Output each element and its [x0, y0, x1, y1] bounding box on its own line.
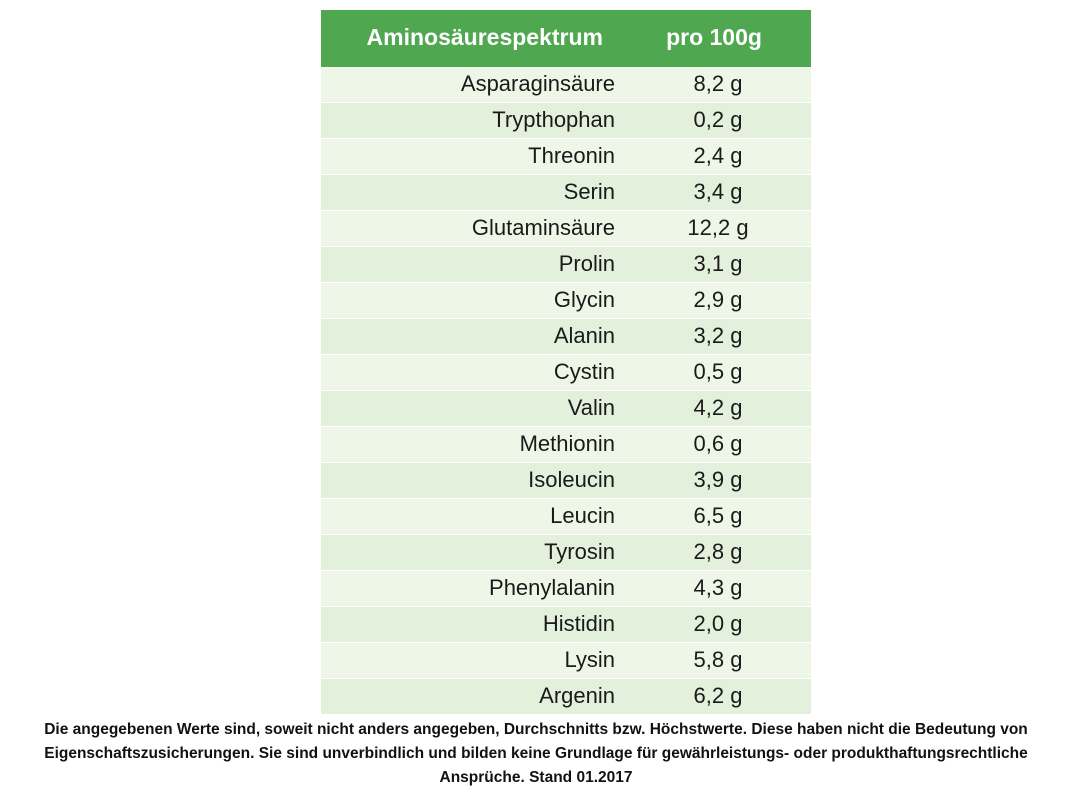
table-row [321, 103, 811, 139]
footnote-text: Die angegebenen Werte sind, soweit nicht anders angegeben, Durchschnitts bzw. Höchstwerte. Diese haben nicht die Bedeutung von Eigenschaftszusicherungen. Sie sind unverbindlich und bilden keine Grundlage für gewährleistungs- oder produkthaftungsrechtliche Ansprüche. Stand 01.2017 [44, 721, 1028, 787]
cell-amino-acid-value: 2,4 g [625, 139, 811, 175]
cell-amino-acid-name: Valin [321, 391, 625, 427]
table-row [321, 499, 811, 535]
cell-amino-acid-value: 8,2 g [625, 67, 811, 103]
cell-amino-acid-name: Glutaminsäure [321, 211, 625, 247]
table-row [321, 319, 811, 355]
cell-amino-acid-value: 0,5 g [625, 355, 811, 391]
cell-amino-acid-name: Isoleucin [321, 463, 625, 499]
cell-amino-acid-value: 4,3 g [625, 571, 811, 607]
cell-amino-acid-value: 6,2 g [625, 679, 811, 715]
header-amino-acid-spectrum: Aminosäurespektrum [321, 10, 625, 67]
table-body [321, 67, 811, 715]
amino-acid-table [321, 10, 811, 715]
cell-amino-acid-name: Histidin [321, 607, 625, 643]
table-header [321, 10, 811, 67]
table-row [321, 67, 811, 103]
table-row [321, 463, 811, 499]
cell-amino-acid-value: 12,2 g [625, 211, 811, 247]
table-row [321, 211, 811, 247]
table-row [321, 391, 811, 427]
table-row [321, 247, 811, 283]
table-header-row [321, 10, 811, 67]
cell-amino-acid-value: 3,4 g [625, 175, 811, 211]
cell-amino-acid-name: Methionin [321, 427, 625, 463]
cell-amino-acid-value: 0,6 g [625, 427, 811, 463]
cell-amino-acid-name: Alanin [321, 319, 625, 355]
table-row [321, 679, 811, 715]
cell-amino-acid-name: Lysin [321, 643, 625, 679]
cell-amino-acid-name: Argenin [321, 679, 625, 715]
cell-amino-acid-name: Glycin [321, 283, 625, 319]
table-row [321, 427, 811, 463]
cell-amino-acid-value: 5,8 g [625, 643, 811, 679]
cell-amino-acid-value: 3,9 g [625, 463, 811, 499]
table-row [321, 643, 811, 679]
cell-amino-acid-value: 2,9 g [625, 283, 811, 319]
cell-amino-acid-value: 3,2 g [625, 319, 811, 355]
cell-amino-acid-name: Trypthophan [321, 103, 625, 139]
cell-amino-acid-value: 2,8 g [625, 535, 811, 571]
cell-amino-acid-name: Phenylalanin [321, 571, 625, 607]
cell-amino-acid-name: Asparaginsäure [321, 67, 625, 103]
table-row [321, 283, 811, 319]
amino-acid-table-container [321, 10, 762, 715]
cell-amino-acid-value: 3,1 g [625, 247, 811, 283]
table-row [321, 355, 811, 391]
cell-amino-acid-name: Serin [321, 175, 625, 211]
cell-amino-acid-name: Threonin [321, 139, 625, 175]
cell-amino-acid-name: Tyrosin [321, 535, 625, 571]
cell-amino-acid-value: 0,2 g [625, 103, 811, 139]
cell-amino-acid-name: Leucin [321, 499, 625, 535]
cell-amino-acid-value: 6,5 g [625, 499, 811, 535]
cell-amino-acid-name: Cystin [321, 355, 625, 391]
cell-amino-acid-name: Prolin [321, 247, 625, 283]
table-row [321, 175, 811, 211]
table-row [321, 607, 811, 643]
table-row [321, 535, 811, 571]
cell-amino-acid-value: 2,0 g [625, 607, 811, 643]
table-row [321, 571, 811, 607]
header-per-100g: pro 100g [625, 10, 811, 67]
table-row [321, 139, 811, 175]
cell-amino-acid-value: 4,2 g [625, 391, 811, 427]
